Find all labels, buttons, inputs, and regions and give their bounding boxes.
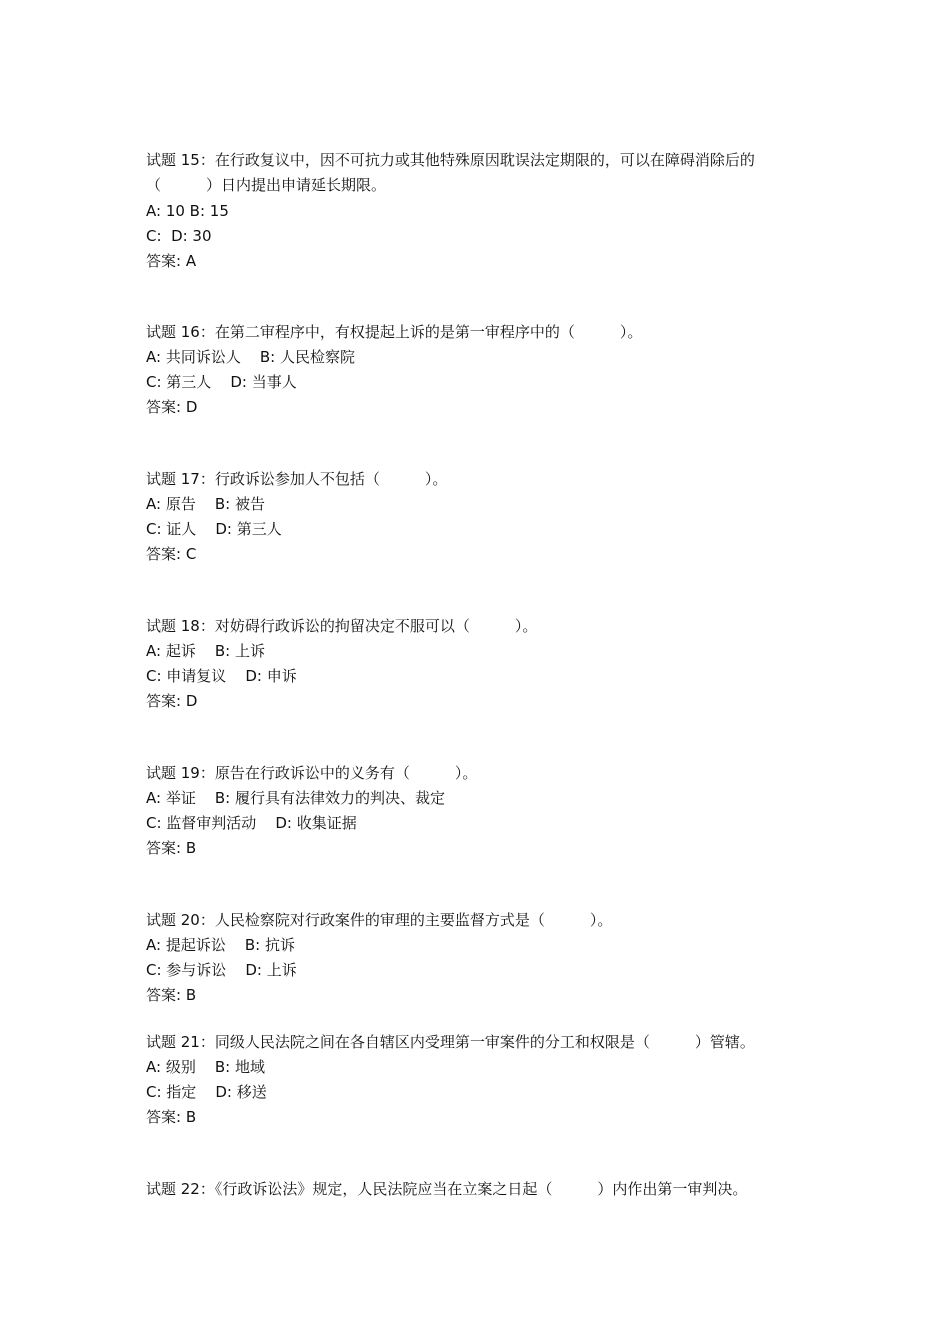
question-16-answer: 答案: D	[146, 398, 198, 416]
question-18-options-cd: C: 申请复议 D: 申诉	[146, 667, 297, 685]
question-15-text-cont: （ ）日内提出申请延长期限。	[146, 176, 387, 194]
question-17-options-ab: A: 原告 B: 被告	[146, 495, 266, 513]
question-16-options-ab: A: 共同诉讼人 B: 人民检察院	[146, 348, 356, 366]
question-15-options-cd: C: D: 30	[146, 227, 212, 245]
question-22-text: 试题 22：《行政诉讼法》规定，人民法院应当在立案之日起（ ）内作出第一审判决。	[146, 1180, 748, 1198]
question-20-answer: 答案: B	[146, 986, 197, 1004]
question-19-options-ab: A: 举证 B: 履行具有法律效力的判决、裁定	[146, 789, 446, 807]
question-19-text: 试题 19：原告在行政诉讼中的义务有（ ）。	[146, 764, 478, 782]
question-18-answer: 答案: D	[146, 692, 198, 710]
question-21-answer: 答案: B	[146, 1108, 197, 1126]
question-21-options-ab: A: 级别 B: 地域	[146, 1058, 266, 1076]
question-17-text: 试题 17：行政诉讼参加人不包括（ ）。	[146, 470, 448, 488]
question-21-text: 试题 21：同级人民法院之间在各自辖区内受理第一审案件的分工和权限是（ ）管辖。	[146, 1033, 755, 1051]
question-15-answer: 答案: A	[146, 252, 197, 270]
question-15-options-ab: A: 10 B: 15	[146, 202, 229, 220]
question-21-options-cd: C: 指定 D: 移送	[146, 1083, 267, 1101]
question-16-options-cd: C: 第三人 D: 当事人	[146, 373, 297, 391]
question-20-options-ab: A: 提起诉讼 B: 抗诉	[146, 936, 296, 954]
question-20-options-cd: C: 参与诉讼 D: 上诉	[146, 961, 297, 979]
question-20-text: 试题 20：人民检察院对行政案件的审理的主要监督方式是（ ）。	[146, 911, 613, 929]
question-15-text: 试题 15：在行政复议中，因不可抗力或其他特殊原因耽误法定期限的，可以在障碍消除后的	[146, 151, 755, 169]
question-18-options-ab: A: 起诉 B: 上诉	[146, 642, 266, 660]
question-19-options-cd: C: 监督审判活动 D: 收集证据	[146, 814, 357, 832]
question-17-options-cd: C: 证人 D: 第三人	[146, 520, 282, 538]
question-16-text: 试题 16：在第二审程序中，有权提起上诉的是第一审程序中的（ ）。	[146, 323, 643, 341]
question-18-text: 试题 18：对妨碍行政诉讼的拘留决定不服可以（ ）。	[146, 617, 538, 635]
question-19-answer: 答案: B	[146, 839, 197, 857]
question-17-answer: 答案: C	[146, 545, 197, 563]
